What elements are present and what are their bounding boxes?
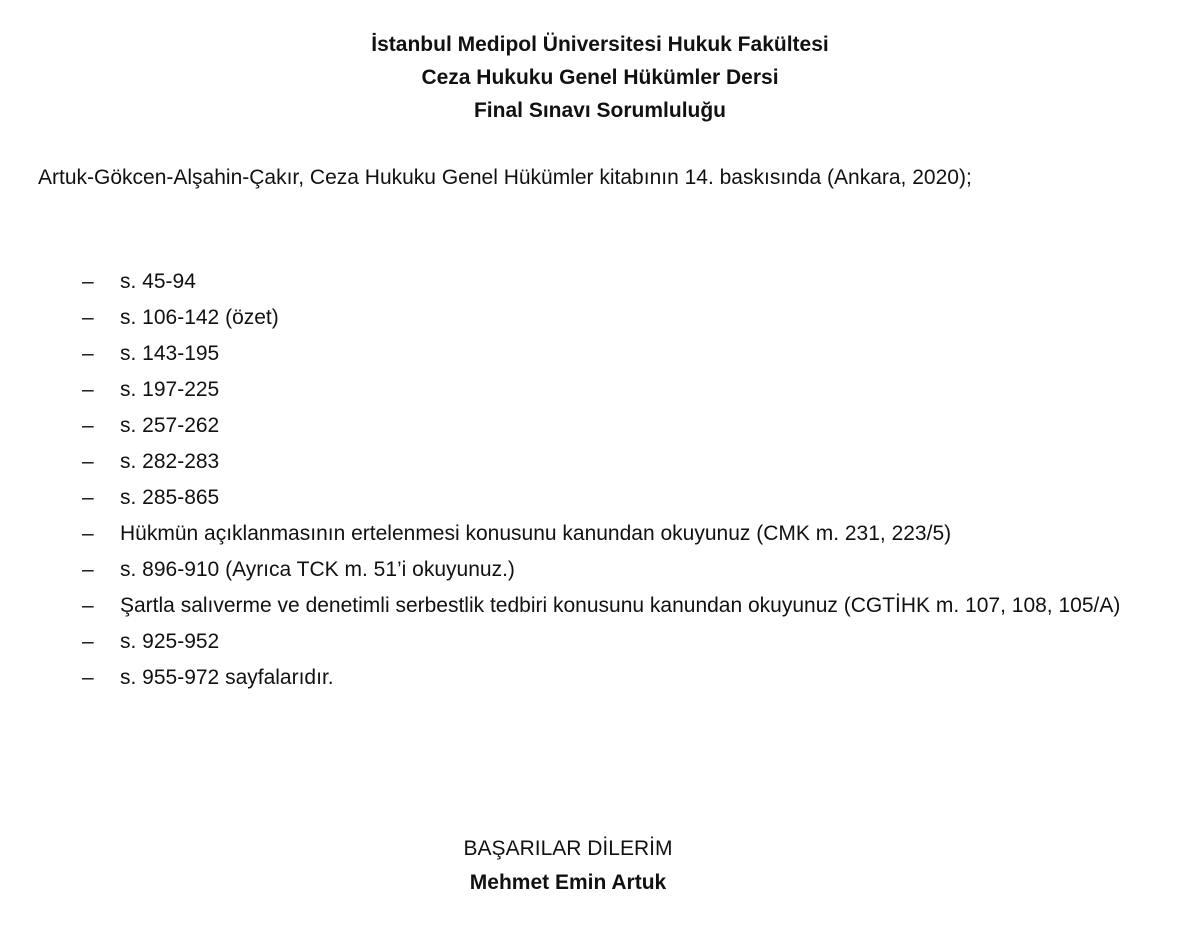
list-item	[38, 408, 1150, 444]
list-item-text: Şartla salıverme ve denetimli serbestlik tedbiri konusunu kanundan okuyunuz (CGTİHK m. 107, 108, 105/A)	[120, 594, 1121, 617]
dash-bullet: –	[82, 666, 94, 689]
author-signature: Mehmet Emin Artuk	[469, 871, 667, 894]
dash-bullet: –	[82, 342, 94, 365]
list-item-text: s. 282-283	[120, 450, 220, 473]
list-item	[38, 516, 1150, 552]
dash-bullet: –	[82, 378, 94, 401]
list-item-text: s. 143-195	[120, 342, 220, 365]
list-item	[38, 264, 1150, 300]
list-item	[38, 444, 1150, 480]
exam-scope-title: Final Sınavı Sorumluluğu	[473, 99, 727, 122]
list-item-text: s. 896-910 (Ayrıca TCK m. 51’i okuyunuz.)	[120, 558, 515, 581]
list-item-text: s. 955-972 sayfalarıdır.	[120, 666, 334, 689]
list-item-text: s. 285-865	[120, 486, 220, 509]
list-item	[38, 372, 1150, 408]
dash-bullet: –	[82, 450, 94, 473]
dash-bullet: –	[82, 306, 94, 329]
closing-wish: BAŞARILAR DİLERİM	[463, 837, 673, 860]
course-title: Ceza Hukuku Genel Hükümler Dersi	[421, 66, 779, 89]
dash-bullet: –	[82, 414, 94, 437]
list-item	[38, 624, 1150, 660]
list-item	[38, 300, 1150, 336]
dash-bullet: –	[82, 270, 94, 293]
page-range-list	[38, 264, 1150, 696]
dash-bullet: –	[82, 630, 94, 653]
dash-bullet: –	[82, 522, 94, 545]
list-item-text: s. 257-262	[120, 414, 220, 437]
list-item	[38, 336, 1150, 372]
university-title: İstanbul Medipol Üniversitesi Hukuk Fakültesi	[371, 33, 829, 56]
dash-bullet: –	[82, 486, 94, 509]
intro-paragraph: Artuk-Gökcen-Alşahin-Çakır, Ceza Hukuku Genel Hükümler kitabının 14. baskısında (Ankara, 2020);	[38, 166, 972, 189]
list-item	[38, 480, 1150, 516]
dash-bullet: –	[82, 594, 94, 617]
list-item-text: s. 45-94	[120, 270, 196, 293]
list-item-text: Hükmün açıklanmasının ertelenmesi konusunu kanundan okuyunuz (CMK m. 231, 223/5)	[120, 522, 952, 545]
list-item-text: s. 197-225	[120, 378, 220, 401]
dash-bullet: –	[82, 558, 94, 581]
closing-block	[0, 832, 1136, 900]
document-header	[0, 28, 1200, 127]
list-item	[38, 660, 1150, 696]
list-item	[38, 588, 1150, 624]
list-item	[38, 552, 1150, 588]
list-item-text: s. 925-952	[120, 630, 220, 653]
list-item-text: s. 106-142 (özet)	[120, 306, 279, 329]
